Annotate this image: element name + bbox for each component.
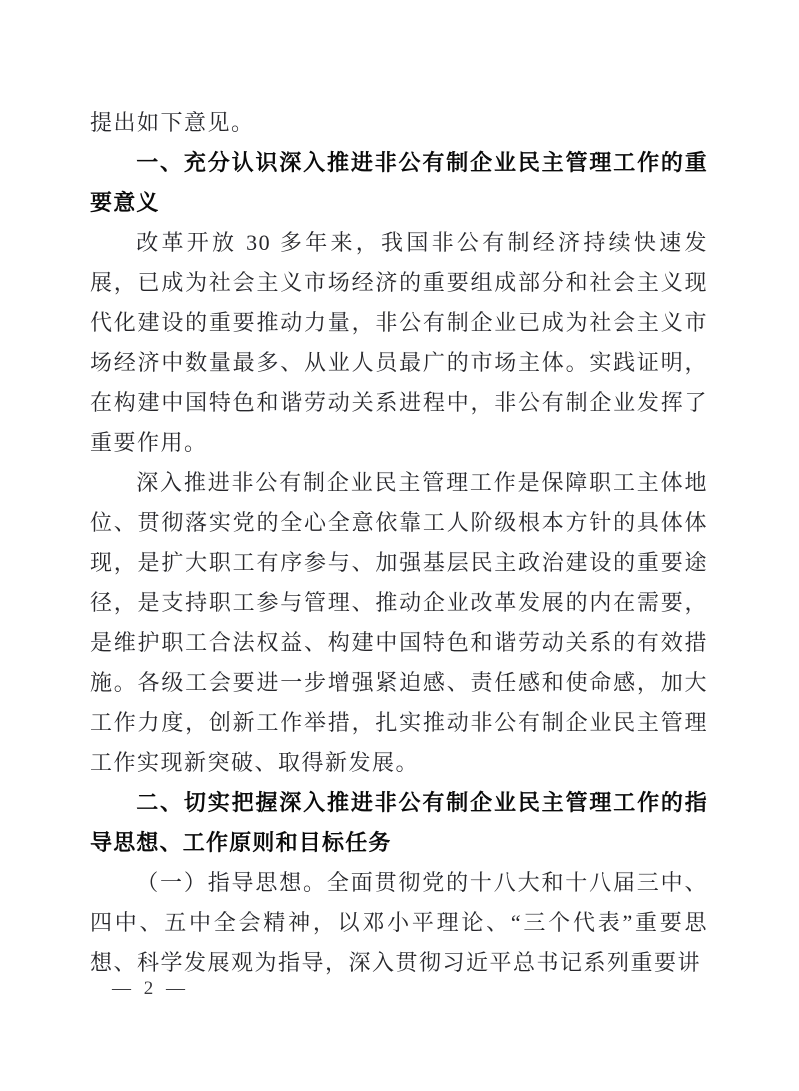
paragraph: 改革开放 30 多年来，我国非公有制经济持续快速发展，已成为社会主义市场经济的重要组成部分和社会主义现代化建设的重要推动力量，非公有制企业已成为社会主义市场经济中数量最多、从业人员最广的市场主体。实践证明，在构建中国特色和谐劳动关系进程中，非公有制企业发挥了重要作用。 (90, 230, 708, 455)
paragraph: （一）指导思想。全面贯彻党的十八大和十八届三中、四中、五中全会精神，以邓小平理论、“三个代表”重要思想、科学发展观为指导，深入贯彻习近平总书记系列重要讲 (90, 870, 708, 975)
section-heading-1: 一、充分认识深入推进非公有制企业民主管理工作的重要意义 (90, 150, 708, 215)
paragraph: 深入推进非公有制企业民主管理工作是保障职工主体地位、贯彻落实党的全心全意依靠工人阶级根本方针的具体体现，是扩大职工有序参与、加强基层民主政治建设的重要途径，是支持职工参与管理、推动企业改革发展的内在需要，是维护职工合法权益、构建中国特色和谐劳动关系的有效措施。各级工会要进一步增强紧迫感、责任感和使命感，加大工作力度，创新工作举措，扎实推动非公有制企业民主管理工作实现新突破、取得新发展。 (90, 470, 708, 775)
paragraph-continuation: 提出如下意见。 (90, 110, 255, 135)
document-body (90, 103, 708, 983)
page-number: — 2 — (112, 978, 189, 999)
section-heading-2: 二、切实把握深入推进非公有制企业民主管理工作的指导思想、工作原则和目标任务 (90, 790, 708, 855)
